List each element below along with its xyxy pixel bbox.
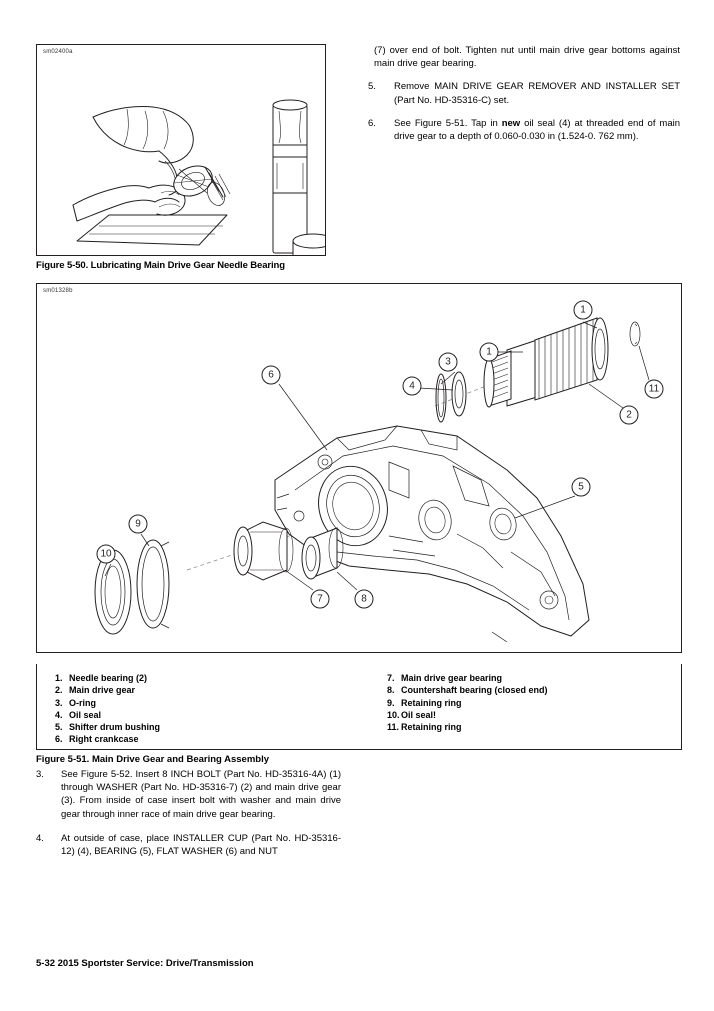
step-6-text-part1: See Figure 5-51. Tap in [394, 117, 502, 129]
svg-text:1: 1 [486, 346, 492, 358]
callout-2 [589, 384, 638, 424]
legend-number: 7. [387, 673, 395, 683]
step-6 [368, 117, 680, 143]
step-4 [36, 832, 341, 858]
legend-number: 10. [387, 709, 400, 720]
legend-item [387, 697, 548, 709]
legend-item [55, 733, 160, 745]
oil-seal-part [452, 372, 466, 416]
legend-item [55, 709, 160, 721]
figure-5-50-image [36, 44, 326, 256]
step-4-number: 4. [36, 832, 44, 844]
legend-number: 2. [55, 685, 63, 696]
legend-label: Oil seal [69, 709, 102, 720]
figure-5-51-caption: Figure 5-51. Main Drive Gear and Bearing Assembly [36, 754, 270, 765]
legend-number: 8. [387, 685, 395, 696]
svg-text:10: 10 [100, 548, 112, 560]
step-6-number: 6. [368, 117, 376, 129]
legend-label: Right crankcase [69, 734, 139, 745]
legend-item [55, 721, 160, 733]
main-drive-gear-part [484, 318, 608, 407]
step-3 [36, 768, 341, 821]
svg-text:4: 4 [409, 380, 415, 392]
legend-item [55, 684, 160, 696]
legend-number: 4. [55, 709, 63, 720]
legend-number: 11. [387, 722, 400, 733]
legend-label: Main drive gear [69, 685, 136, 696]
legend-number: 3. [55, 697, 63, 708]
legend-item [387, 672, 548, 684]
callout-8 [337, 572, 373, 608]
legend-number: 5. [55, 722, 63, 733]
step-4-text: At outside of case, place INSTALLER CUP (Part No. HD-35316-12) (4), BEARING (5), FLAT WASHER (6) and NUT [61, 832, 341, 858]
legend-item [387, 709, 548, 721]
legend-item [55, 672, 160, 684]
figure-5-51-lineart [37, 284, 681, 652]
figure-5-50-caption: Figure 5-50. Lubricating Main Drive Gear Needle Bearing [36, 260, 285, 271]
svg-text:2: 2 [626, 409, 632, 421]
legend-label: Shifter drum bushing [69, 722, 160, 733]
step-6-text-part2: oil seal (4) at threaded end of main drive gear to a depth of 0.060-0.030 in (1.524-0. 762 mm). [394, 117, 680, 143]
callout-9 [129, 515, 149, 546]
legend-number: 6. [55, 734, 63, 745]
legend-label: Retaining ring [401, 697, 462, 708]
figure-5-50-lineart [37, 45, 325, 255]
svg-text:7: 7 [317, 593, 323, 605]
step-5-number: 5. [368, 81, 376, 93]
legend-number: 9. [387, 697, 395, 708]
figure-5-51-legend [36, 664, 682, 750]
step-5 [368, 80, 680, 106]
legend-label: Oil seal! [401, 709, 437, 720]
page-footer: 5-32 2015 Sportster Service: Drive/Transmission [36, 958, 254, 969]
continued-paragraph: (7) over end of bolt. Tighten nut until main drive gear bottoms against main drive gear bearing. [374, 45, 680, 70]
step-3-text: See Figure 5-52. Insert 8 INCH BOLT (Part No. HD-35316-4A) (1) through WASHER (Part No. HD-35316-7) (2) and main drive gear (3). From inside of case insert bolt with washer and main drive gear through inner race of main drive gear bearing. [61, 769, 341, 820]
legend-item [387, 684, 548, 696]
legend-item [55, 697, 160, 709]
main-drive-gear-bearing-part [234, 522, 293, 580]
svg-text:8: 8 [361, 593, 367, 605]
bottom-steps [36, 768, 341, 869]
legend-item [387, 721, 548, 733]
figure-5-50-image-id: sm02400a [43, 49, 73, 55]
svg-text:3: 3 [445, 356, 451, 368]
step-3-number: 3. [36, 769, 44, 780]
legend-label: Retaining ring [401, 722, 462, 733]
legend-label: Needle bearing (2) [69, 673, 148, 683]
svg-text:6: 6 [268, 369, 274, 381]
svg-text:1: 1 [580, 304, 586, 316]
step-6-emphasis: new [501, 117, 521, 129]
figure-5-51-image-id: sm01328b [43, 288, 73, 294]
legend-left-column [55, 672, 160, 746]
svg-text:5: 5 [578, 481, 584, 493]
legend-label: Main drive gear bearing [401, 673, 503, 683]
callout-11 [639, 346, 663, 398]
right-column-text [368, 44, 680, 153]
retaining-ring-9-part [137, 540, 169, 652]
svg-text:9: 9 [135, 518, 141, 530]
legend-right-column [387, 672, 548, 733]
step-5-text: Remove MAIN DRIVE GEAR REMOVER AND INSTALLER SET (Part No. HD-35316-C) set. [394, 81, 680, 106]
legend-label: Countershaft bearing (closed end) [401, 685, 548, 696]
retaining-ring-11-part [630, 322, 640, 346]
oil-seal-10-part [95, 550, 131, 634]
figure-5-51-image [36, 283, 682, 653]
legend-number: 1. [55, 673, 63, 683]
svg-text:11: 11 [648, 383, 660, 395]
callout-6 [262, 366, 327, 450]
legend-label: O-ring [69, 697, 96, 708]
